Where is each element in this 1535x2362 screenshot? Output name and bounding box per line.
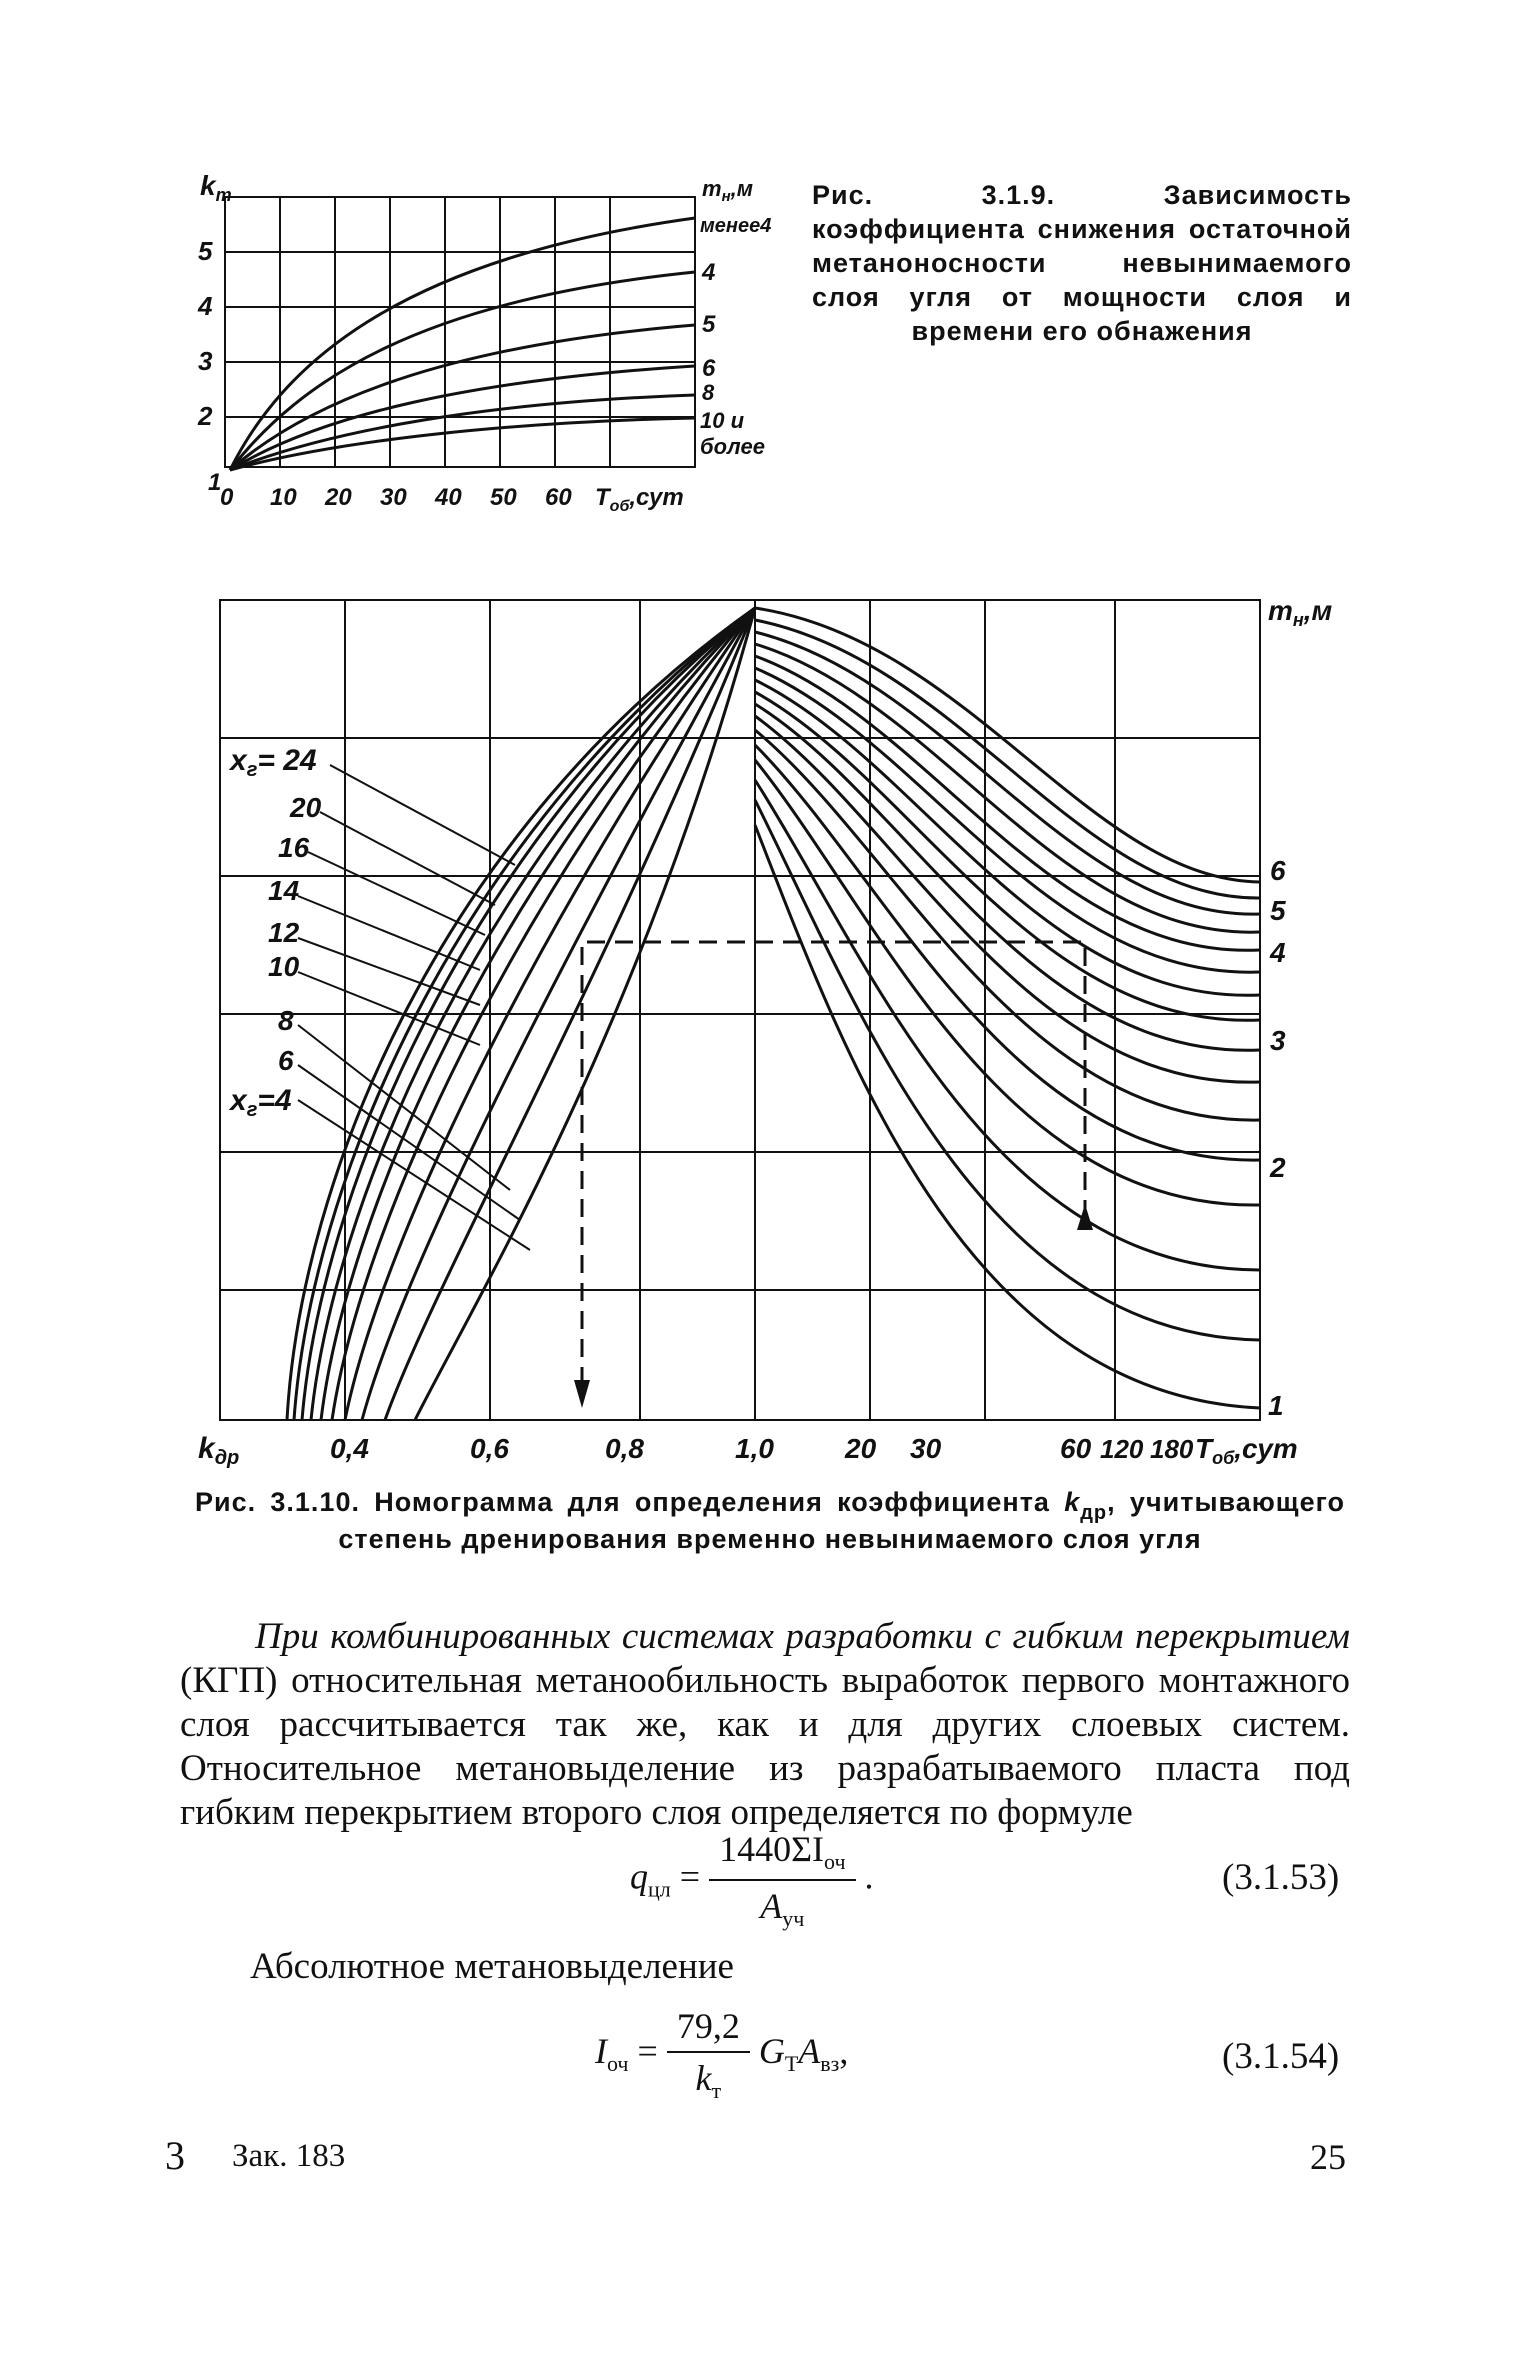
fig1-x-tick: 20 [325,484,352,511]
fig1-x-tick: 60 [545,484,572,511]
fig1-x-tick: 50 [490,484,517,511]
footer-signature-mark: 3 [165,2133,185,2178]
fig2-x-tick: 0,6 [470,1433,509,1464]
fig1-x-tick: 10 [270,484,297,511]
fig1-x-tick: 30 [380,484,407,511]
fig2-m-label: 1 [1268,1390,1284,1421]
fig2-x-tick: 30 [910,1433,942,1464]
fig2-x-tick: 20 [845,1433,877,1464]
figure-3-1-9-caption: Рис. 3.1.9. Зависимость коэффициента снижения остаточной метаноносности невынимаемого слоя угля от мощности слоя и времени его обнажения [812,180,1352,346]
fig1-y-tick: 1 [208,469,222,496]
fig2-xg-label: 14 [268,875,300,906]
fig2-x-tick: 1,0 [735,1433,774,1464]
fig2-m-label: 4 [1270,937,1286,968]
fig2-x-tick: 120 [1100,1434,1144,1464]
fig1-y-tick: 2 [198,401,213,431]
body-paragraph: При комбинированных системах разработки с гибким перекрытием (КГП) относительная метанообильность выработок первого монтажного слоя рассчитывается так же, как и для других слоевых систем. Относительное метановыделение из разрабатываемого пласта под гибким перекрытием второго слоя определяется по формуле [180,1616,1350,1833]
fig1-curve-label: 10 и [700,408,745,433]
fig2-xg-label: 12 [268,917,300,948]
figure-3-1-10-caption: Рис. 3.1.10. Номограмма для определения коэффициента $k_{др}$, учитывающего степень дренирования временно невынимаемого слоя угля [195,1487,1345,1554]
figure-3-1-10 [190,580,1340,1470]
fig2-xg-label: 6 [278,1045,294,1076]
page-number: 25 [1310,2137,1346,2177]
fig2-x-tick: 180 [1150,1434,1194,1464]
fig1-curve-label: менее4 [700,215,772,237]
fig1-curve-label: 4 [702,259,716,286]
fig1-curve-label: 8 [702,380,715,405]
fig2-m-label: 3 [1270,1025,1286,1056]
formula-3-1-53: $q_{цл}$ = $\frac{1440\Sigma I_{оч}}{A_{уч}}$ . [630,1829,874,1932]
fig1-curve-10 [230,418,695,470]
fig2-xg-label: $x_г=4$ [230,1084,292,1121]
fig2-arrows [574,1204,1093,1408]
absolute-methane-label: Абсолютное метановыделение [250,1946,734,1987]
fig2-xg-label: $x_г= 24$ [230,744,317,781]
fig1-curve-label: 6 [702,355,716,382]
fig2-x-tick: 0,8 [605,1433,644,1464]
fig1-y-axis-label: $k_т$ [200,170,232,205]
fig2-m-label: 5 [1270,895,1286,926]
footer-order: Зак. 183 [232,2138,346,2174]
fig1-x-tick: 0 [220,484,234,511]
fig1-right-axis-label: $m_н,м$ [702,176,754,205]
formula-3-1-54-number: (3.1.54) [1222,2036,1340,2077]
fig2-m-label: 6 [1270,855,1286,886]
formula-3-1-54: $I_{оч}$ = $\frac{79,2}{k_т}$ $G_TA_{вз}$, [595,2006,849,2104]
fig2-right-curves [755,608,1260,1408]
fig2-xg-label: 8 [278,1005,294,1036]
fig2-xg-label: 20 [290,792,322,823]
fig1-curve-label: более [700,434,765,459]
fig2-grid [220,600,1260,1420]
fig2-left-axis-label: $k_{др}$ [198,1432,240,1469]
fig1-y-tick: 5 [198,236,213,266]
figure-3-1-9 [190,170,790,530]
fig2-x-axis-label: $T_{об},сут$ [1195,1433,1298,1468]
fig1-x-tick: 40 [435,484,462,511]
fig1-y-tick: 4 [198,291,213,321]
fig1-curves [230,218,695,470]
fig2-x-tick: 60 [1060,1433,1092,1464]
fig1-x-axis-label: $T_{об},сут$ [595,484,684,515]
fig2-right-axis-label: $m_н,м$ [1268,595,1333,630]
formula-3-1-53-number: (3.1.53) [1222,1857,1340,1898]
fig2-m-label: 2 [1270,1152,1286,1183]
fig2-x-tick: 0,4 [330,1433,369,1464]
fig2-xg-label: 16 [278,832,310,863]
fig1-curve-label: 5 [702,311,716,338]
fig1-y-tick: 3 [198,346,213,376]
fig2-xg-label: 10 [268,951,300,982]
fig2-pointers [298,765,530,1250]
